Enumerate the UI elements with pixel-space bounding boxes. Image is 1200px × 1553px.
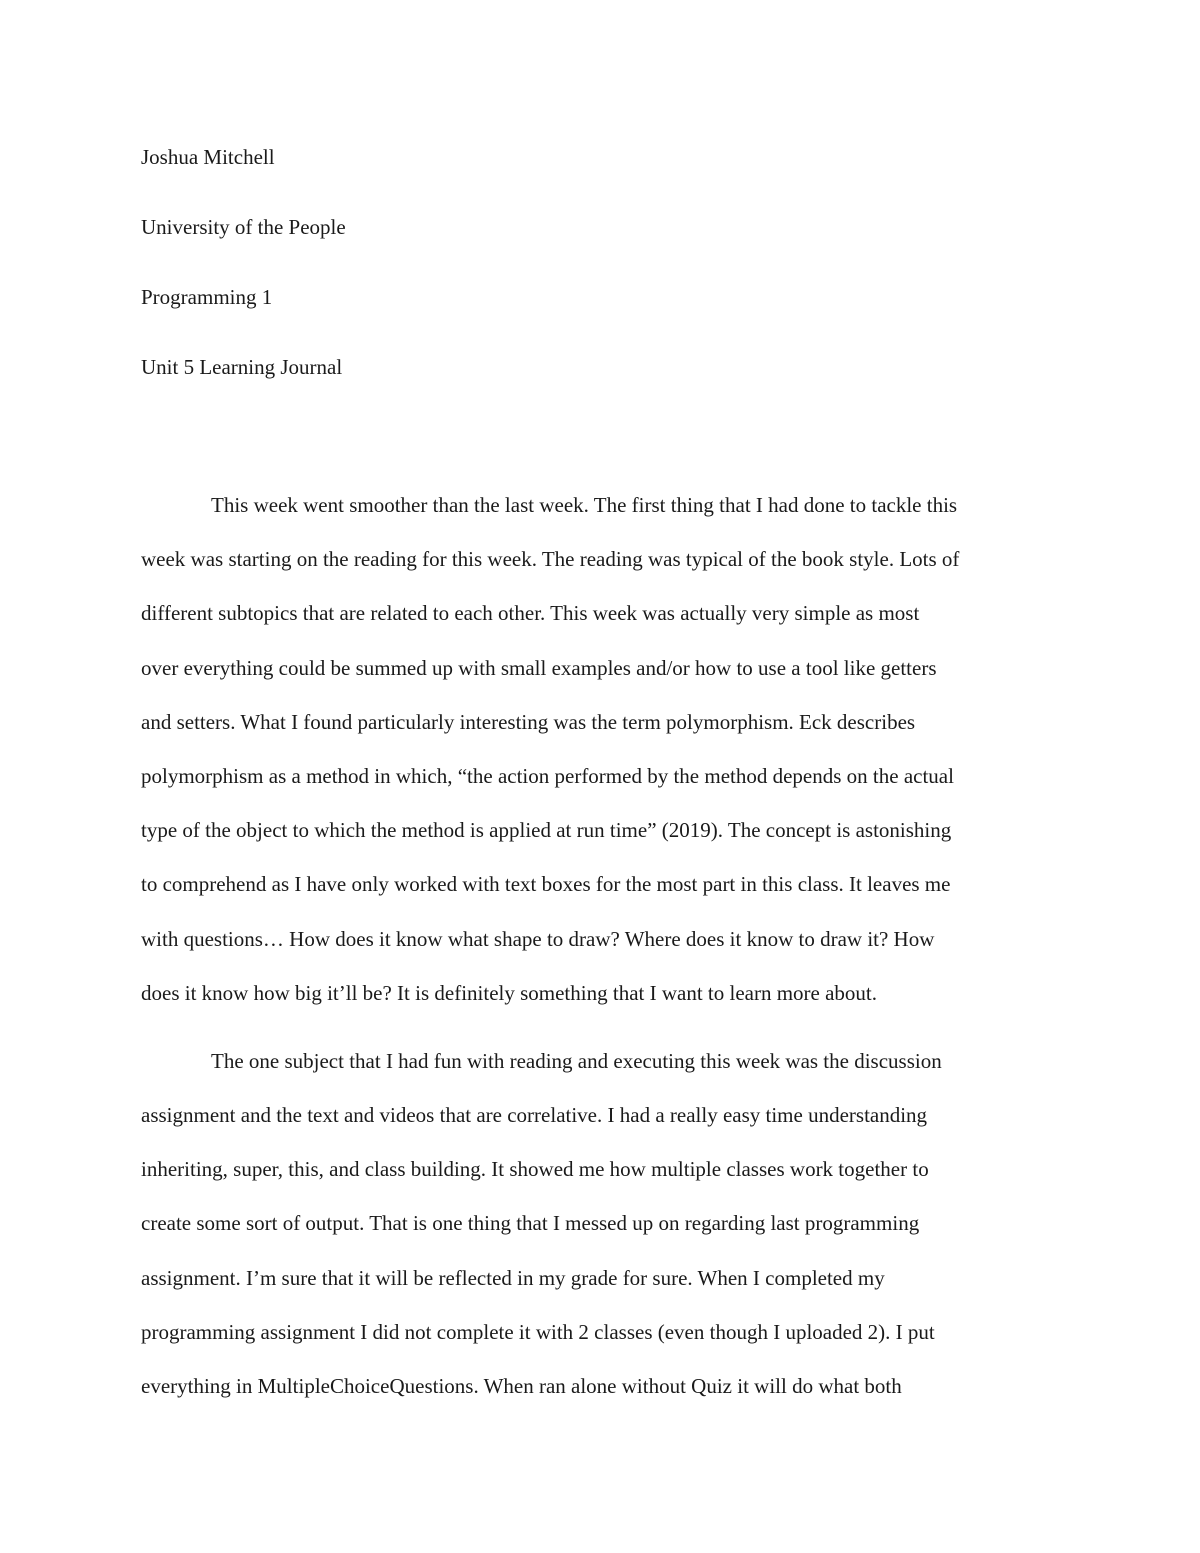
paragraph-line: programming assignment I did not complete it with 2 classes (even though I uploaded 2). I put (141, 1319, 935, 1344)
paragraph-line: everything in MultipleChoiceQuestions. When ran alone without Quiz it will do what both (141, 1374, 902, 1398)
paragraph-line: assignment. I’m sure that it will be reflected in my grade for sure. When I completed my (141, 1265, 885, 1290)
institution-name: University of the People (141, 215, 346, 239)
paragraph-2 (141, 1044, 1061, 1423)
paragraph-line: to comprehend as I have only worked with text boxes for the most part in this class. It leaves me (141, 872, 951, 897)
paragraph-line: different subtopics that are related to each other. This week was actually very simple as most (141, 601, 920, 626)
paragraph-spacer (141, 1030, 1061, 1044)
paragraph-line: This week went smoother than the last week. The first thing that I had done to tackle this (211, 493, 958, 517)
paragraph-line: polymorphism as a method in which, “the action performed by the method depends on the actual (141, 763, 954, 788)
paragraph-line: The one subject that I had fun with reading and executing this week was the discussion (211, 1048, 942, 1073)
document-body (141, 488, 1061, 1423)
paragraph-line: and setters. What I found particularly interesting was the term polymorphism. Eck describes (141, 709, 916, 734)
paragraph-1 (141, 488, 1061, 1030)
paragraph-line: does it know how big it’ll be? It is definitely something that I want to learn more about. (141, 980, 878, 1005)
document-title: Unit 5 Learning Journal (141, 355, 343, 379)
paragraph-line: inheriting, super, this, and class building. It showed me how multiple classes work together to (141, 1157, 929, 1182)
paragraph-line: assignment and the text and videos that are correlative. I had a really easy time understanding (141, 1103, 928, 1128)
author-name: Joshua Mitchell (141, 145, 275, 169)
paragraph-line: type of the object to which the method is applied at run time” (2019). The concept is astonishing (141, 818, 952, 843)
paragraph-line: with questions… How does it know what shape to draw? Where does it know to draw it? How (141, 926, 935, 951)
document-header (141, 141, 1061, 421)
course-name: Programming 1 (141, 285, 273, 309)
paragraph-line: create some sort of output. That is one thing that I messed up on regarding last programming (141, 1211, 920, 1236)
paragraph-line: week was starting on the reading for this week. The reading was typical of the book style. Lots of (141, 547, 960, 572)
paragraph-line: over everything could be summed up with small examples and/or how to use a tool like getters (141, 655, 937, 680)
